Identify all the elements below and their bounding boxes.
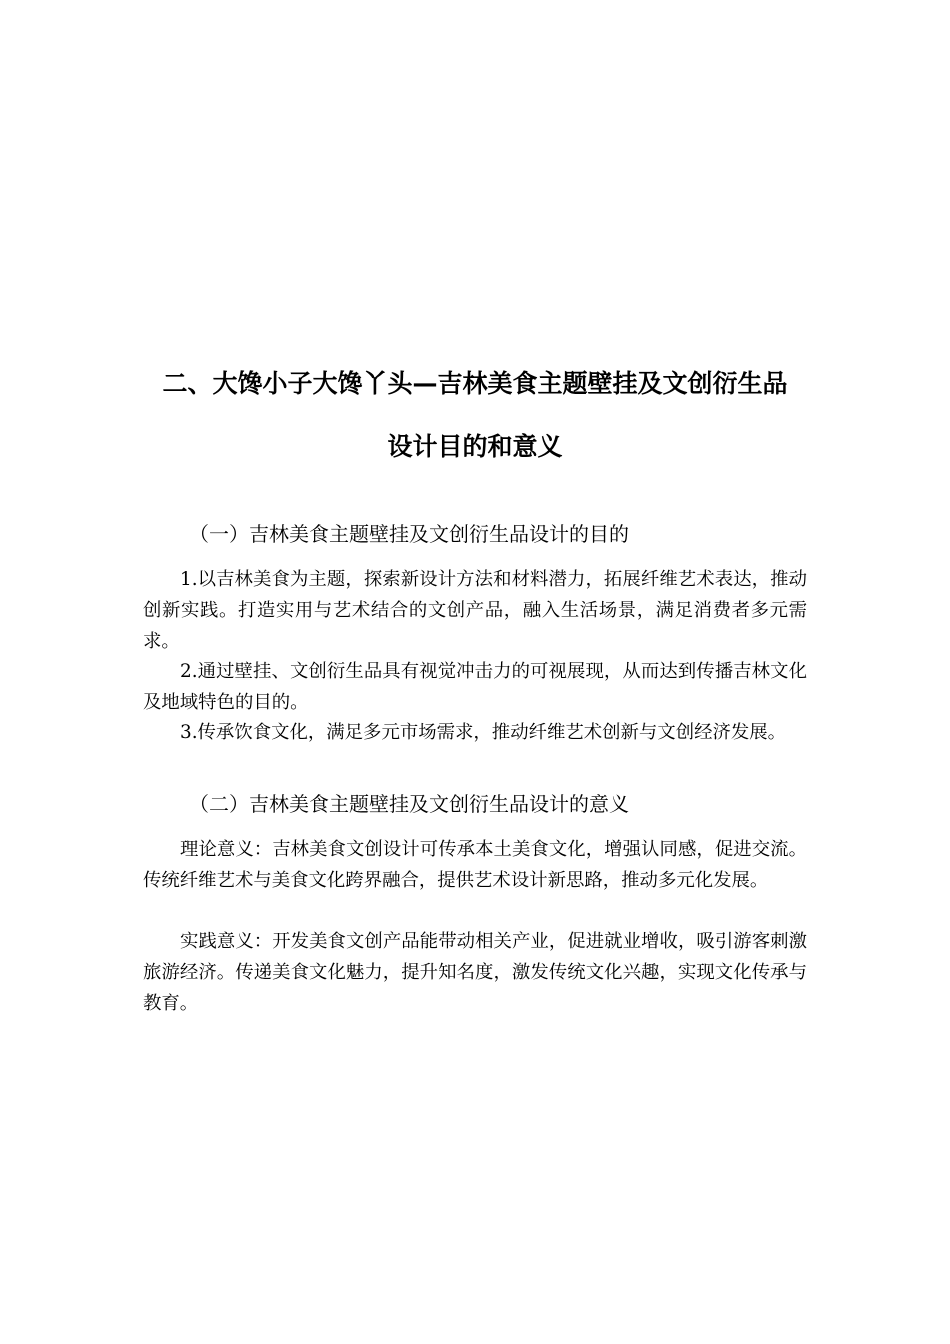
section-heading-purpose: （一）吉林美食主题壁挂及文创衍生品设计的目的 xyxy=(189,522,629,546)
purpose-paragraph-3: 3.传承饮食文化，满足多元市场需求，推动纤维艺术创新与文创经济发展。 xyxy=(180,722,787,743)
section-heading-significance: （二）吉林美食主题壁挂及文创衍生品设计的意义 xyxy=(189,792,629,816)
purpose-paragraph-1: 1.以吉林美食为主题，探索新设计方法和材料潜力，拓展纤维艺术表达，推动创新实践。打造实用与艺术结合的文创产品，融入生活场景，满足消费者多元需求。 xyxy=(143,569,807,652)
purpose-paragraph-2: 2.通过壁挂、文创衍生品具有视觉冲击力的可视展现，从而达到传播吉林文化及地域特色的目的。 xyxy=(143,661,807,713)
significance-paragraph-theory: 理论意义：吉林美食文创设计可传承本土美食文化，增强认同感，促进交流。传统纤维艺术与美食文化跨界融合，提供艺术设计新思路，推动多元化发展。 xyxy=(143,839,807,891)
significance-paragraph-practice: 实践意义：开发美食文创产品能带动相关产业，促进就业增收，吸引游客刺激旅游经济。传递美食文化魅力，提升知名度，激发传统文化兴趣，实现文化传承与教育。 xyxy=(143,931,807,1014)
document-title-line-2: 设计目的和意义 xyxy=(387,432,563,461)
document-title-line-1: 二、大馋小子大馋丫头—吉林美食主题壁挂及文创衍生品 xyxy=(162,369,788,398)
